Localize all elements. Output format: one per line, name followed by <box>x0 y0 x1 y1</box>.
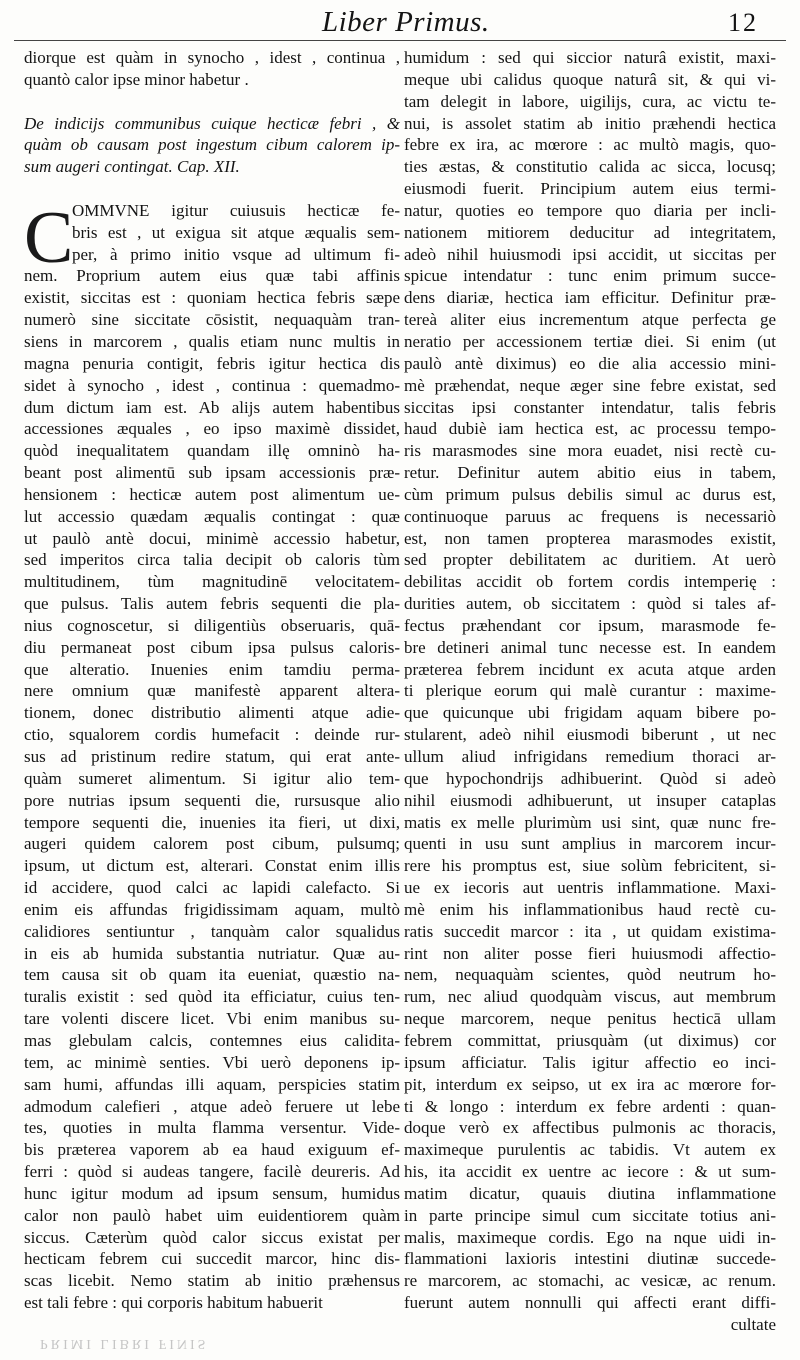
text-line: tereà aliter eius incrementum atque perfecta ge <box>404 310 776 330</box>
left-text-column <box>24 47 400 1314</box>
text-line: sidet à synocho , idest , continua : quemadmo- <box>24 375 400 395</box>
text-line: adeò nihil huiusmodi ipsi accidit, ut siccitas per <box>404 244 776 264</box>
text-line: maximeque purulentis ac tabidis. Vt autem ex <box>404 1140 776 1160</box>
text-line: bre detineri animal tunc necesse est. In eandem <box>404 637 776 657</box>
text-line: accessiones æquales , eo ipso maximè dissidet, <box>24 419 400 439</box>
text-line: meque ubi calidus quoque naturâ sit, & qui vi- <box>404 69 776 89</box>
text-line: diorque est quàm in synocho , idest , continua , <box>24 48 400 67</box>
text-line: mè enim his inflammationibus haud rectè cu- <box>404 899 776 919</box>
text-line: re marcorem, ac stomachi, ac vesicæ, ac renum. <box>404 1271 776 1291</box>
text-line: ipsum afficiatur. Talis igitur affectio eo inci- <box>404 1052 776 1072</box>
text-line: sed propter debilitatem ac duritiem. At uerò <box>404 550 776 570</box>
text-line: rum, nec aliud quodquàm viscus, aut membrum <box>404 987 776 1007</box>
text-line: bis præterea vaporem ab ea haud exiguum ef- <box>24 1140 400 1160</box>
page-header <box>0 0 800 44</box>
text-line: sum augeri contingat. Cap. XII. <box>24 157 240 177</box>
text-line: fuerunt autem nonnulli qui affecti erant diffi- <box>404 1293 776 1313</box>
text-line: his, ita accidit ex uentre ac iecore : & ut sum- <box>404 1162 776 1182</box>
text-line: que alteratio. Inuenies enim tamdiu perma- <box>24 659 400 679</box>
text-line: que pulsus. Talis autem febris sequenti die pla- <box>24 594 400 614</box>
text-line: neratio per accessionem tertiæ diei. Si enim (ut <box>404 331 776 351</box>
text-line: ctio, squalorem cordis humefacit : deinde rur- <box>24 725 400 745</box>
text-line: haud dubiè iam hectica est, ac processu tempo- <box>404 419 776 439</box>
page-number: 12 <box>728 8 758 37</box>
text-line: De indicijs communibus cuique hecticæ febri , & <box>24 113 400 133</box>
text-line: bris est , ut exigua sit atque æqualis sem- <box>72 222 400 242</box>
text-line: ties æstas, & constitutio calida ac sicca, locusq; <box>404 157 776 177</box>
text-line: numerò sine siccitate cōsistit, nequaquàm tran- <box>24 310 400 330</box>
text-line: præterea febrem incidunt ex acuta atque arden <box>404 659 776 679</box>
text-line: turalis existit : sed quòd ita efficiatur, cuius ten- <box>24 987 400 1007</box>
text-line: febre ex ira, ac mœrore : ac multò magis, quo- <box>404 135 776 155</box>
text-line: hunc igitur modum ad ipsum sensum, humidus <box>24 1183 400 1203</box>
text-line: febrem committat, priusquàm (ut diximus) cor <box>404 1030 776 1050</box>
right-text-column <box>404 47 776 1336</box>
text-line: existit, siccitas est : quoniam hectica febris sæpe <box>24 288 400 308</box>
text-line: paulò antè diximus) eo die alia accessio mini- <box>404 353 776 373</box>
text-line: ti plerique eorum qui malè curantur : maxime- <box>404 681 776 701</box>
text-line: quòd inequalitatem quandam illę omninò ha- <box>24 441 400 461</box>
text-line: OMMVNE igitur cuiusuis hecticæ fe- <box>72 200 400 220</box>
text-line: ferri : quòd si audeas tangere, facilè deureris. Ad <box>24 1162 400 1182</box>
text-line: retur. Definitur autem abitio eius in tabem, <box>404 463 776 483</box>
text-line: per, à primo initio vsque ad ultimum fi- <box>72 244 400 264</box>
text-line: mas glebulam calcis, contemnes eius calidita- <box>24 1030 400 1050</box>
text-line: continuoque paruus ac frequens is necessariò <box>404 506 776 526</box>
text-line: lut accessio quædam æqualis contingat : quæ <box>24 506 400 526</box>
text-line: nem, nequaquàm scientes, quòd neutrum ho- <box>404 965 776 985</box>
text-line: ti & longo : interdum ex febre ardenti : quan- <box>404 1096 776 1116</box>
text-line: hecticam febrem cui succedit marcor, hinc dis- <box>24 1249 400 1269</box>
text-line: tes, quoties in multa flamma versentur. Vide- <box>24 1118 400 1138</box>
text-line: nere omnium quæ manifestè apparent altera- <box>24 681 400 701</box>
text-line: nationem mitiorem deducitur ad integritatem, <box>404 222 776 242</box>
text-line: tionem, donec distributio alimenti atque adie- <box>24 703 400 723</box>
text-line: in eis ab humida substantia nutriatur. Quæ au- <box>24 943 400 963</box>
text-line: ullum aliud infrigidans remedium thoraci ar- <box>404 747 776 766</box>
text-line: pit, interdum ex seipso, ut ex ira ac mœrore for- <box>404 1074 776 1094</box>
text-line: enim eis affundas frigidissimam aquam, multò <box>24 899 400 919</box>
text-line: est, non tamen propterea marasmodes existit, <box>404 528 776 548</box>
text-line: cultate <box>730 1314 776 1334</box>
text-line: augeri quidem calorem post cibum, pulsumq; <box>24 834 400 854</box>
text-line: tem, ac minimè senties. Vbi uerò deponens ip- <box>24 1052 400 1072</box>
text-line <box>24 178 400 200</box>
text-line: que quicunque ubi frigidam aquam bibere po- <box>404 703 776 723</box>
text-line: eiusmodi fuerit. Principium autem eius termi- <box>404 179 776 199</box>
text-line: quenti in usu sunt amplius in marcorem incur- <box>404 834 776 854</box>
text-line: beant post alimentū sub ipsam accessionis præ- <box>24 463 400 483</box>
text-line: flammationi laxioris intestini diutinæ succede- <box>404 1249 776 1269</box>
text-line: stularent, adeò nihil eiusmodi biberunt , ut nec <box>404 725 776 745</box>
text-line: dum dictum iam est. Ab alijs autem habentibus <box>24 397 400 417</box>
text-line: ratis succedit marcor : ita , ut quidam existima- <box>404 921 776 941</box>
text-line: tare volenti discere licet. Vbi enim manibus su- <box>24 1009 400 1029</box>
text-line: nem. Proprium autem eius quæ tabi affinis <box>24 266 400 286</box>
text-line: calor non paulò habet uim euidentiorem quàm <box>24 1205 400 1225</box>
text-line: magna penuria contigit, febris igitur hectica dis <box>24 353 400 373</box>
text-line: sed imperitos circa talia decipit ob caloris tùm <box>24 550 400 570</box>
text-line: spicue intendatur : tunc enim primum succe- <box>404 266 776 286</box>
text-line: matis ex melle plurimùm usi sint, quæ nunc fre- <box>404 812 776 832</box>
text-line: in parte principe simul cum siccitate totius ani- <box>404 1205 776 1225</box>
text-line: siens in marcorem , qualis etiam nunc multis in <box>24 331 400 351</box>
text-line: natur, quoties eo tempore quo diaria per incli- <box>404 200 776 220</box>
text-line: humidum : sed qui siccior naturâ existit, maxi- <box>404 48 776 67</box>
text-line: quàm ob causam post ingestum cibum calorem ip- <box>24 135 400 155</box>
drop-capital: C <box>24 197 74 279</box>
text-line: tam delegit in labore, uigilijs, cura, ac victu te- <box>404 91 776 111</box>
text-line: dens diariæ, hectica iam efficitur. Definitur præ- <box>404 288 776 308</box>
header-rule <box>14 40 786 41</box>
text-line: que hypochondrijs adhibuerint. Quòd si adeò <box>404 768 776 788</box>
text-line: matim dicatur, quauis diutina inflammatione <box>404 1183 776 1203</box>
text-line <box>24 91 400 113</box>
text-line: nui, is assolet statim ab initio præhendi hectica <box>404 113 776 133</box>
bleed-through-text: PRIMI LIBRI FINIS <box>40 1336 209 1351</box>
text-line: ipsum, ut dictum est, alterari. Constat enim illis <box>24 856 400 876</box>
text-line: ue ex iecoris aut uentris inflammatione. Maxi- <box>404 878 776 898</box>
text-line: quàm sumeret alimentum. Si igitur alio tem- <box>24 768 400 788</box>
text-line: malis, maximeque cordis. Ego na nque uidi in- <box>404 1227 776 1247</box>
text-line: admodum calefieri , atque adeò feruere ut lebe <box>24 1096 400 1116</box>
text-line: debilitas accidit ob fortem cordis intemperię : <box>404 572 776 592</box>
text-line: diu permaneat post cibum ipsa pulsus caloris- <box>24 637 400 657</box>
text-line: scas licebit. Nemo statim ab initio præhensus <box>24 1271 400 1291</box>
text-line: fectus præhendant cor ipsum, marasmode fe- <box>404 615 776 635</box>
text-line: multitudinem, tùm magnitudinē velocitatem- <box>24 572 400 592</box>
text-line: pore nutrias ipsum sequenti die, rursusque alio <box>24 790 400 810</box>
text-line: tem causa sit ob quam ita eueniat, quæstio na- <box>24 965 400 985</box>
text-line: sam humi, affundas illi aquam, perspicies statim <box>24 1074 400 1094</box>
text-line: ris marasmodes sine mora euadet, nisi rectè cu- <box>404 441 776 461</box>
text-line: id accidere, quod calci ac lapidi calefacto. Si <box>24 878 400 898</box>
text-line: hensionem : hecticæ autem post alimentum ue- <box>24 484 400 504</box>
text-line: siccus. Cæterùm quòd calor siccus existat per <box>24 1227 400 1247</box>
text-line: siccitas ipsi constanter intendatur, talis febris <box>404 397 776 417</box>
running-title: Liber Primus. <box>322 6 490 38</box>
text-line: rere his promptus est, siue solùm febricitent, si- <box>404 856 776 876</box>
text-line: mè præhendat, neque æger sine febre existat, sed <box>404 375 776 395</box>
text-line: calidiores sentiuntur , tanquàm calor squalidus <box>24 921 400 941</box>
text-line: tempore sequenti die, inuenies ita fieri, ut dixi, <box>24 812 400 832</box>
text-line: nihil eiusmodi adhibuerunt, ut insuper cataplas <box>404 790 776 810</box>
text-line: nius cognoscetur, si diligentiùs obseruaris, quā- <box>24 615 400 635</box>
text-line: quantò calor ipse minor habetur . <box>24 69 249 89</box>
text-line: rint non aliter posse fieri huiusmodi affectio- <box>404 943 776 963</box>
text-line: ut paulò antè docui, minimè accessio habetur, <box>24 528 400 548</box>
text-line: est tali febre : qui corporis habitum habuerit <box>24 1293 323 1313</box>
text-line: durities autem, ob siccitatem : quòd si tales af- <box>404 594 776 614</box>
text-line: cùm primum pulsus debilis simul ac durus est, <box>404 484 776 504</box>
text-line: neque marcorem, neque penitus hecticā ullam <box>404 1009 776 1029</box>
text-line: doque verò ex affectibus pulmonis ac thoracis, <box>404 1118 776 1138</box>
text-line: sus ad pristinum redire statum, qui erat ante- <box>24 747 400 766</box>
